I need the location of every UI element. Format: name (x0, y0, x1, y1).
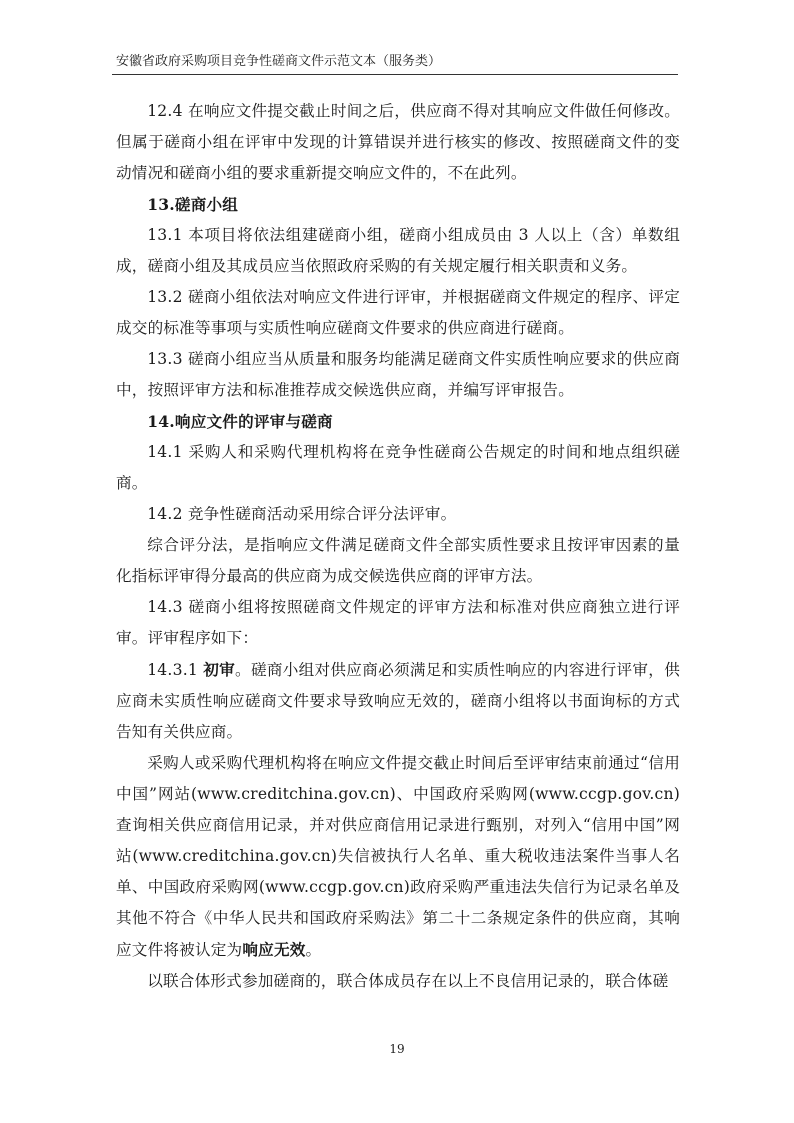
paragraph-13-2: 13.2 磋商小组依法对响应文件进行评审，并根据磋商文件规定的程序、评定成交的标准等事项与实质性响应磋商文件要求的供应商进行磋商。 (116, 288, 680, 337)
paragraph-12-4: 12.4 在响应文件提交截止时间之后，供应商不得对其响应文件做任何修改。但属于磋商小组在评审中发现的计算错误并进行核实的修改、按照磋商文件的变动情况和磋商小组的要求重新提交响应文件的，不在此列。 (116, 102, 680, 182)
document-header: 安徽省政府采购项目竞争性磋商文件示范文本（服务类） (116, 54, 442, 69)
document-body (116, 96, 680, 997)
paragraph-13-1: 13.1 本项目将依法组建磋商小组，磋商小组成员由 3 人以上（含）单数组成，磋商小组及其成员应当依照政府采购的有关规定履行相关职责和义务。 (116, 226, 680, 275)
paragraph-13-3: 13.3 磋商小组应当从质量和服务均能满足磋商文件实质性响应要求的供应商中，按照评审方法和标准推荐成交候选供应商，并编写评审报告。 (116, 350, 680, 399)
credit-check-end: 。 (305, 941, 322, 959)
clause-text: 。磋商小组对供应商必须满足和实质性响应的内容进行评审，供应商未实质性响应磋商文件要求导致响应无效的，磋商小组将以书面询标的方式告知有关供应商。 (116, 661, 680, 741)
paragraph-14-2: 14.2 竞争性磋商活动采用综合评分法评审。 (147, 505, 457, 523)
paragraph-14-3: 14.3 磋商小组将按照磋商文件规定的评审方法和标准对供应商独立进行评审。评审程序如下： (116, 598, 680, 647)
page-number: 19 (389, 1042, 405, 1056)
section-heading-13: 13.磋商小组 (147, 195, 239, 214)
paragraph-14-1: 14.1 采购人和采购代理机构将在竞争性磋商公告规定的时间和地点组织磋商。 (116, 443, 680, 492)
paragraph-comprehensive-scoring: 综合评分法，是指响应文件满足磋商文件全部实质性要求且按评审因素的量化指标评审得分最高的供应商为成交候选供应商的评审方法。 (116, 536, 680, 585)
credit-check-text: 采购人或采购代理机构将在响应文件提交截止时间后至评审结束前通过“信用中国”网站(www.creditchina.gov.cn)、中国政府采购网(www.ccgp.gov.cn)查询相关供应商信用记录，并对供应商信用记录进行甄别，对列入“信用中国”网站(www.creditchina.gov.cn)失信被执行人名单、重大税收违法案件当事人名单、中国政府采购网(www.ccgp.gov.cn)政府采购严重违法失信行为记录名单及其他不符合《中华人民共和国政府采购法》第二十二条规定条件的供应商，其响应文件将被认定为 (116, 754, 680, 959)
paragraph-credit-check (116, 748, 680, 966)
initial-review-term: 初审 (203, 660, 236, 679)
section-heading-14: 14.响应文件的评审与磋商 (147, 412, 333, 431)
invalid-response-term: 响应无效 (242, 940, 306, 959)
header-divider (112, 74, 678, 75)
paragraph-consortium: 以联合体形式参加磋商的，联合体成员存在以上不良信用记录的，联合体磋 (147, 972, 669, 990)
paragraph-14-3-1 (116, 654, 680, 748)
clause-number: 14.3.1 (147, 661, 204, 679)
